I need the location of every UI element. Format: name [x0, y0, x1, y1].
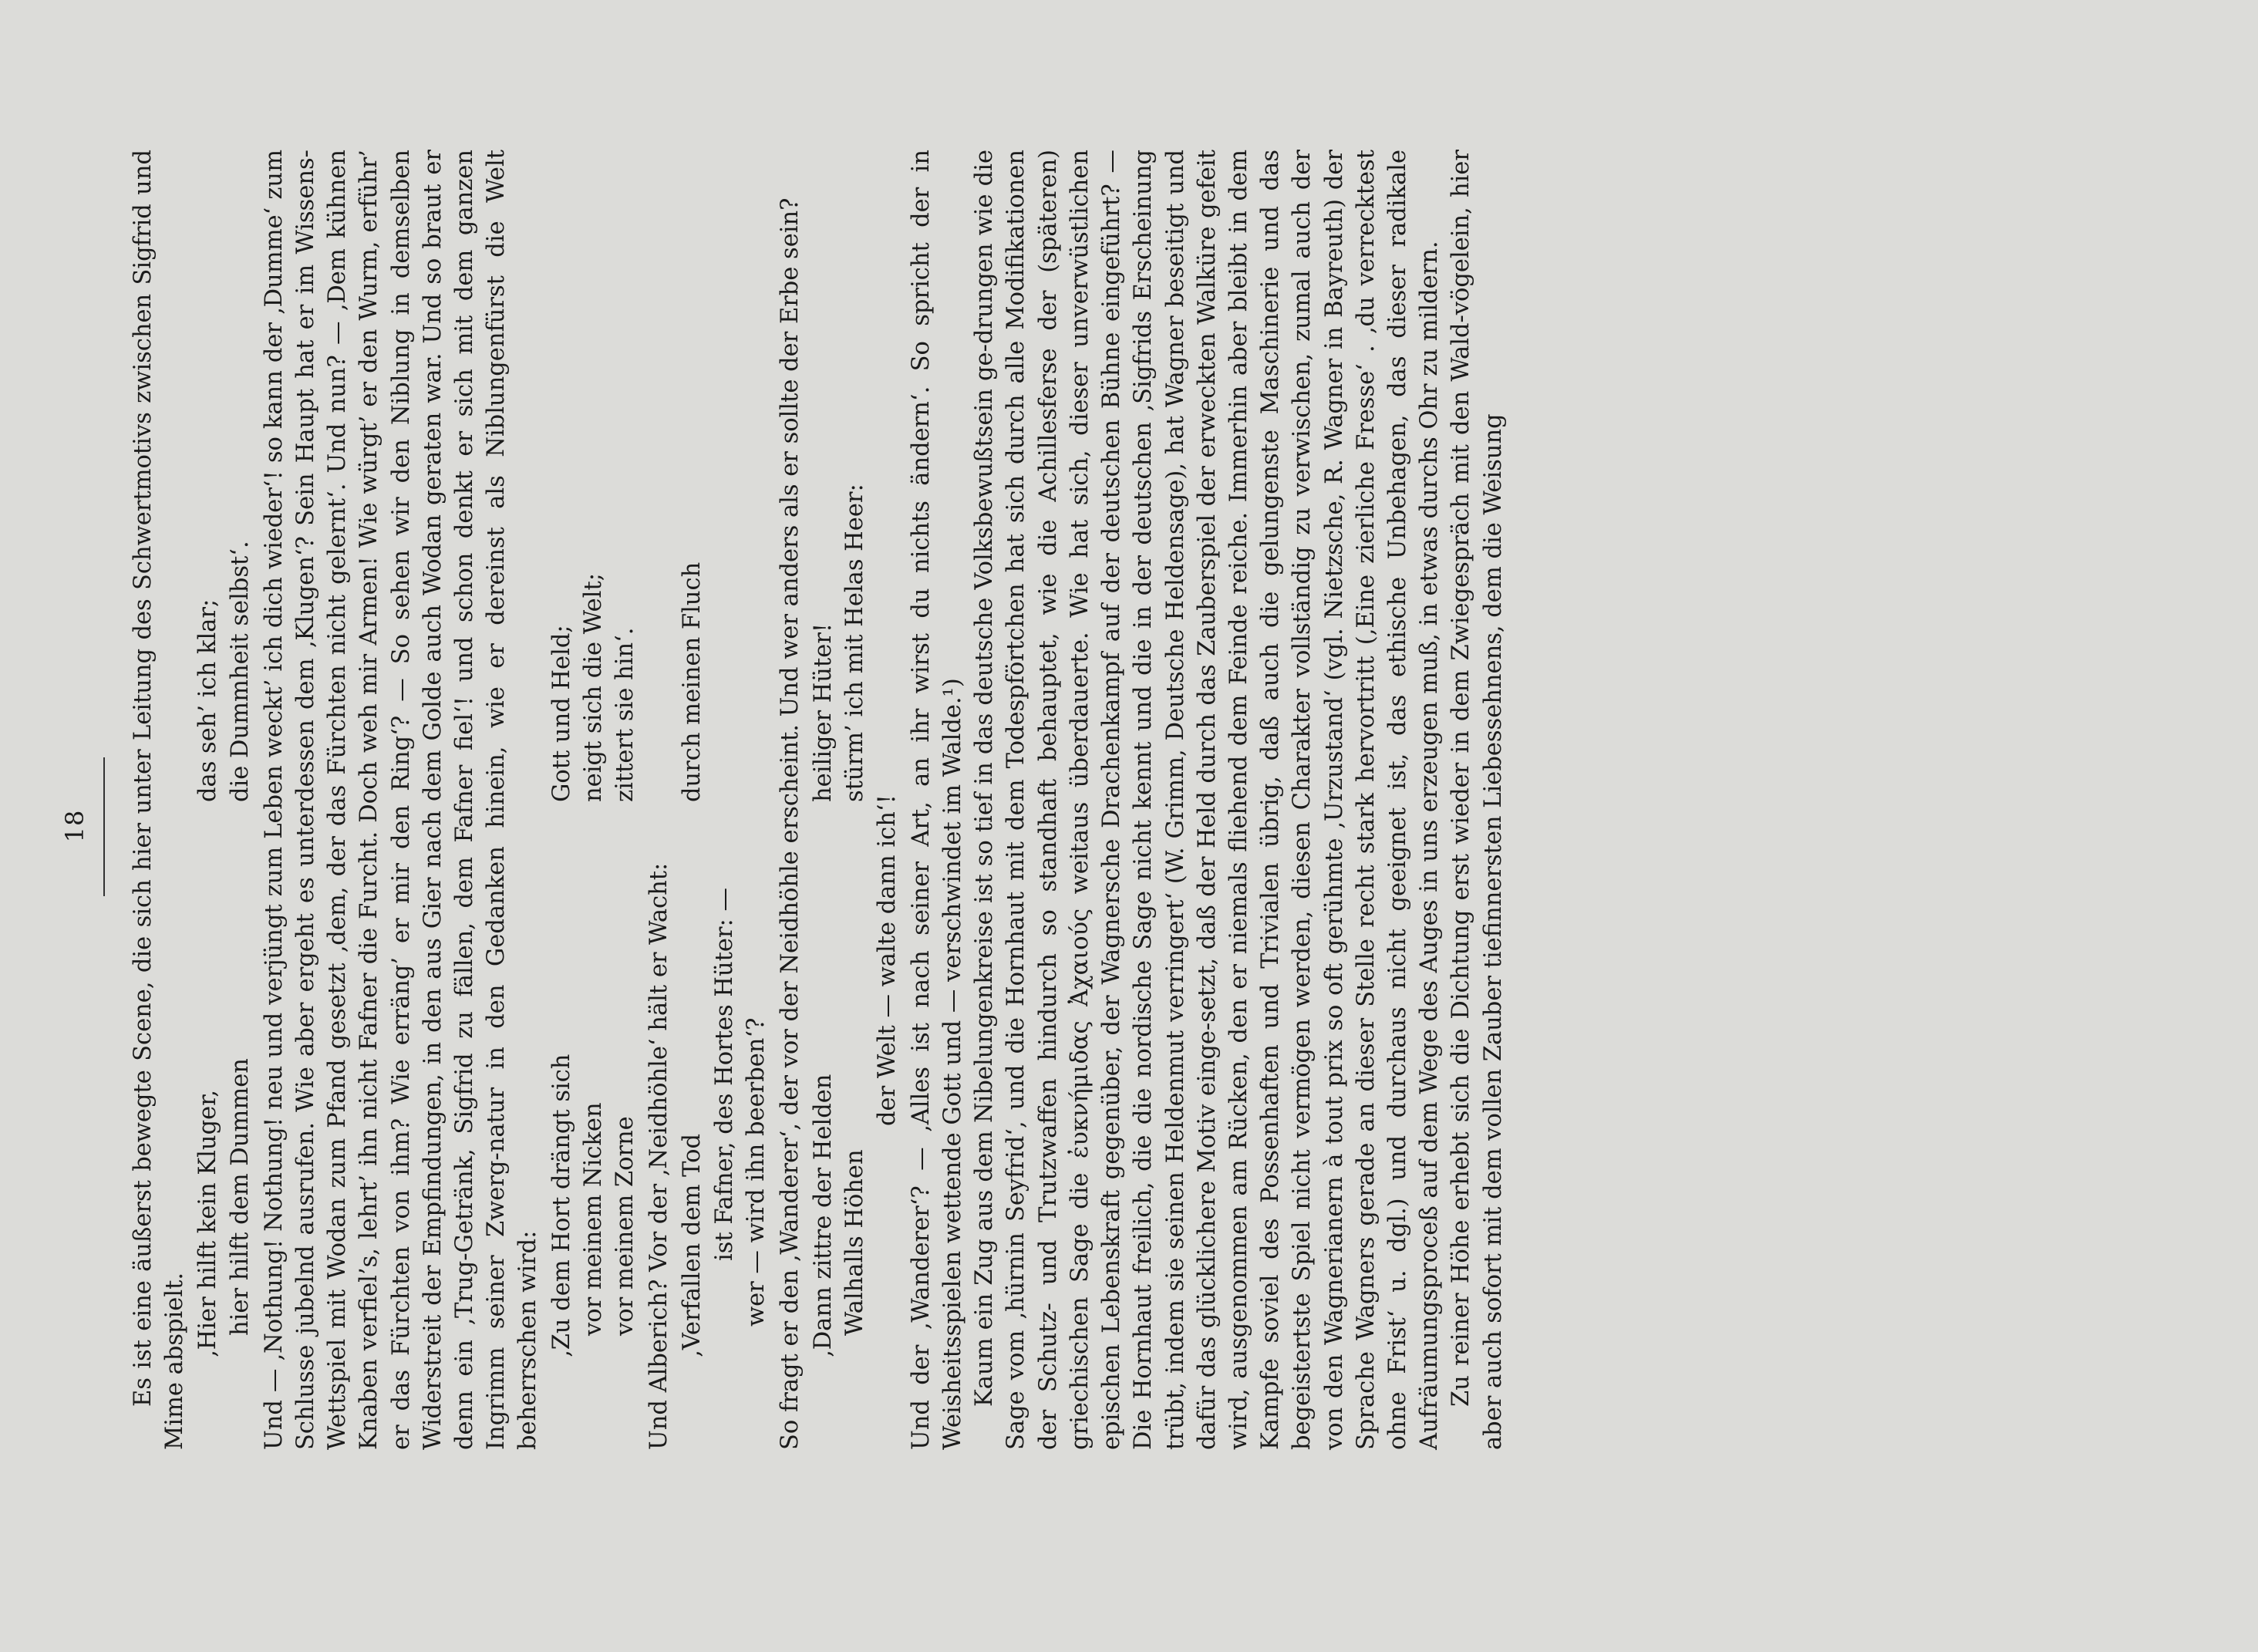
verse-line-b: neigt sich die Welt; [579, 573, 607, 802]
page-number: 18 [60, 809, 89, 843]
verse-line [740, 150, 772, 1450]
verse-line [709, 150, 740, 1450]
verse-block-4 [807, 150, 903, 1450]
verse-line-b: durch meinen Fluch [679, 561, 706, 802]
verse-line-b: die Dummheit selbst‘. [226, 541, 254, 802]
verse-line-a: ist Fafner, des Hortes Hüter: — [710, 888, 738, 1261]
verse-block-3 [676, 150, 772, 1450]
verse-line [192, 150, 224, 1450]
verse-line [578, 150, 609, 1450]
verse-line [224, 150, 256, 1450]
verse-line-a: ‚Hier hilft kein Kluger, [194, 1089, 222, 1357]
verse-line-a: der Welt — walte dann ich‘! [873, 794, 901, 1126]
verse-line-a: ‚Zu dem Hort drängt sich [548, 1054, 575, 1357]
paragraph-7: Zu reiner Höhe erhebt sich die Dichtung erst wieder in dem Zwiegespräch mit den Wald-vögelein, hier aber auch sofort mit dem vollen Zauber tiefinnersten Liebessehnens, dem die Weisung [1447, 150, 1507, 1450]
verse-line-b [871, 150, 903, 571]
page-body [127, 150, 1509, 1450]
verse-line-a: ‚Verfallen dem Tod [679, 1134, 706, 1357]
verse-line-a: hier hilft dem Dummen [226, 1058, 254, 1336]
paragraph-4: So fragt er den ‚Wanderer‘, der vor der Neidhöhle erscheint. Und wer anders als er sollte der Erbe sein? [777, 197, 804, 1450]
verse-line-b: das seh’ ich klar; [194, 598, 222, 802]
verse-line-a: ‚Dann zittre der Helden [810, 1074, 837, 1357]
paragraph-5: Und der ‚Wanderer‘? — ‚Alles ist nach seiner Art, an ihr wirst du nichts ändern‘. So spricht der in Weisheitsspielen wettende Gott und — verschwindet im Walde.¹) [907, 150, 967, 1450]
paragraph-3: Und Alberich? Vor der ‚Neidhöhle‘ hält er Wacht: [645, 862, 673, 1450]
verse-line-b [740, 150, 772, 771]
verse-line [676, 150, 708, 1450]
verse-line-a: vor meinem Zorne [612, 1116, 639, 1336]
paragraph-intro: Es ist eine äußerst bewegte Scene, die sich hier unter Leitung des Schwertmotivs zwischen Sigfrid und Mime abspielt. [130, 150, 189, 1450]
page-number-rule [103, 757, 105, 896]
verse-line [871, 150, 903, 1450]
verse-block-1 [192, 150, 255, 1450]
verse-line [807, 150, 839, 1450]
verse-line [546, 150, 578, 1450]
paragraph-6: Kaum ein Zug aus dem Nibelungenkreise ist so tief in das deutsche Volksbewußtsein ge-drungen wie die Sage vom ‚hürnin Seyfrid‘, und die Hornhaut mit dem Todespförtchen hat sich durch alle Modifikationen der Schutz- und Trutzwaffen hindurch so standhaft behauptet, wie die Achillesferse der (späteren) griechischen Sage die ἐυκνήμιδας Ἀχαιούς weitaus überdauerte. Wie hat sich, dieser unverwüstlichen epischen Lebenskraft gegenüber, der Wagnersche Drachenkampf auf der deutschen Bühne eingeführt? — Die Hornhaut freilich, die die nordische Sage nicht kennt und die in der deutschen ‚Sigfrids Erscheinung trübt, indem sie seinen Heldenmut verringert‘ (W. Grimm, Deutsche Heldensage), hat Wagner beseitigt und dafür das glücklichere Motiv einge-setzt, daß der Held durch das Zauberspiel der erweckten Walküre gefeit wird, ausgenommen am Rücken, den er niemals fliehend dem Feinde reiche. Immerhin aber bleibt in dem Kampfe soviel des Possenhaften und Trivialen übrig, daß auch die gelungenste Maschinerie und das begeistertste Spiel nicht vermögen werden, diesen Charakter vollständig zu verwischen, zumal auch der von den Wagnerianern à tout prix so oft gerühmte ‚Urzustand‘ (vgl. Nietzsche, R. Wagner in Bayreuth) der Sprache Wagners gerade an dieser Stelle recht stark hervortritt (‚Eine zierliche Fresse‘ . ‚du verrecktest ohne Frist‘ u. dgl.) und durchaus nicht geeignet ist, das ethische Unbehagen, das dieser radikale Aufräumungsproceß auf dem Wege des Auges in uns erzeugen muß, in etwas durchs Ohr zu mildern. [971, 150, 1444, 1450]
verse-line-a: vor meinem Nicken [579, 1102, 607, 1336]
verse-line [609, 150, 641, 1450]
paragraph-2: Und — ‚Nothung! Nothung! neu und verjüngt zum Leben weckt’ ich dich wieder‘! so kann der ‚Dumme‘ zum Schlusse jubelnd ausrufen. Wie aber ergeht es unterdessen dem ‚Klugen‘? Sein Haupt hat er im Wissens-Wettspiel mit Wodan zum Pfand gesetzt ‚dem, der das Fürchten nicht gelernt‘. Und nun? — ‚Dem kühnen Knaben verfiel’s, lehrt’ ihn nicht Fafner die Furcht. Doch weh mir Armen! Wie würgt’ er den Wurm, erführ’ er das Fürchten von ihm? Wie erräng’ er mir den Ring‘? — So sehen wir den Niblung in demselben Widerstreit der Empfindungen, in den aus Gier nach dem Golde auch Wodan geraten war. Und so braut er denn ein ‚Trug-Getränk, Sigfrid zu fällen, dem Fafner fiel‘! und schon denkt er sich mit dem ganzen Ingrimm seiner Zwerg-natur in den Gedanken hinein, wie er dereinst als Niblungenfürst die Welt beherrschen wird: [260, 150, 542, 1450]
verse-line-a: wer — wird ihn beerben‘? [742, 1017, 770, 1327]
verse-line-b: heiliger Hüter! [810, 622, 837, 802]
verse-line-a: Walhalls Höhen [841, 1149, 869, 1336]
verse-line-b: Gott und Held; [548, 625, 575, 802]
verse-block-2 [546, 150, 642, 1450]
verse-line-b [709, 150, 740, 706]
verse-line-b: stürm’ ich mit Helas Heer: [841, 484, 869, 802]
verse-line [839, 150, 871, 1450]
verse-line-b: zittert sie hin‘. [612, 627, 639, 802]
